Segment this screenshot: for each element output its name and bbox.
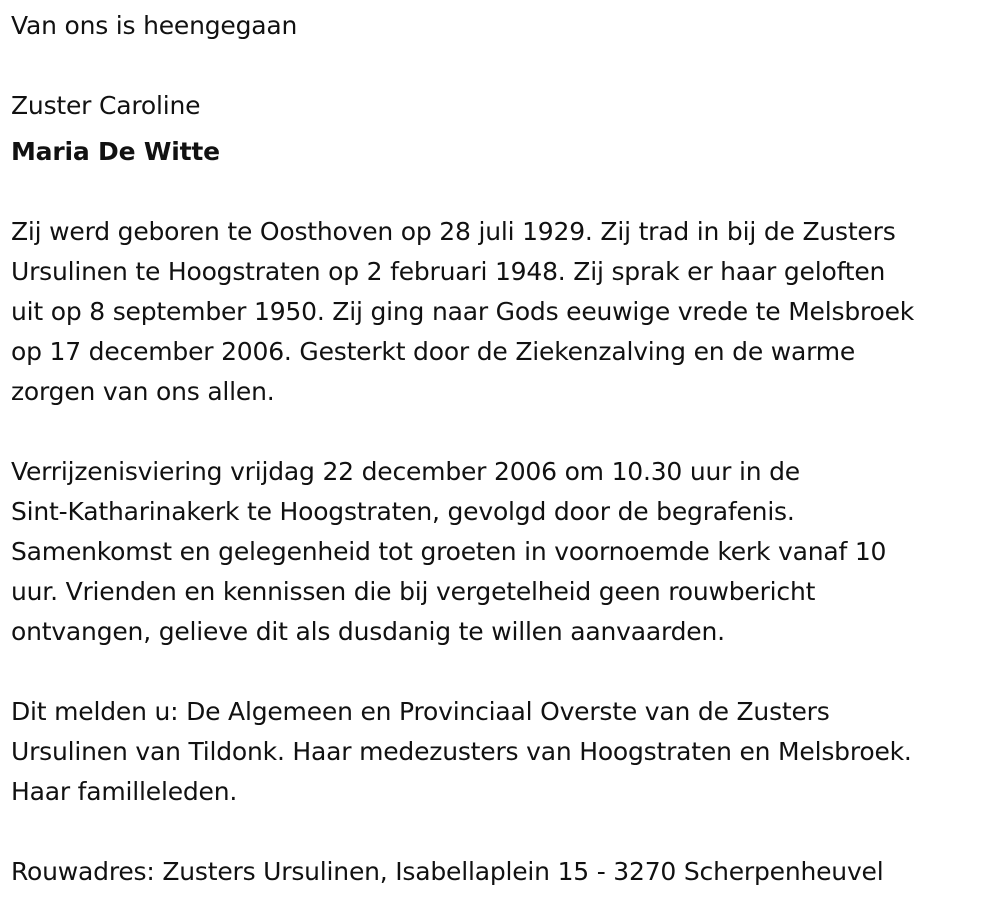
biography-paragraph bbox=[11, 212, 993, 412]
text-line: Rouwadres: Zusters Ursulinen, Isabellaplein 15 - 3270 Scherpenheuvel bbox=[11, 857, 884, 886]
text-line: Haar familleleden. bbox=[11, 777, 238, 806]
text-line: Ursulinen van Tildonk. Haar medezusters van Hoogstraten en Melsbroek. bbox=[11, 737, 912, 766]
text-line: Ursulinen te Hoogstraten op 2 februari 1948. Zij sprak er haar geloften bbox=[11, 257, 886, 286]
text-line: Zij werd geboren te Oosthoven op 28 juli 1929. Zij trad in bij de Zusters bbox=[11, 217, 896, 246]
text-line: Sint-Katharinakerk te Hoogstraten, gevolgd door de begrafenis. bbox=[11, 497, 795, 526]
text-line: zorgen van ons allen. bbox=[11, 377, 275, 406]
intro-line: Van ons is heengegaan bbox=[11, 11, 298, 40]
funeral-paragraph bbox=[11, 452, 993, 652]
announcers-paragraph bbox=[11, 692, 993, 812]
death-notice bbox=[11, 6, 993, 892]
religious-title: Zuster Caroline bbox=[11, 91, 201, 120]
text-line: Samenkomst en gelegenheid tot groeten in voornoemde kerk vanaf 10 bbox=[11, 537, 887, 566]
text-line: Verrijzenisviering vrijdag 22 december 2006 om 10.30 uur in de bbox=[11, 457, 800, 486]
text-line: Dit melden u: De Algemeen en Provinciaal Overste van de Zusters bbox=[11, 697, 830, 726]
text-line: op 17 december 2006. Gesterkt door de Ziekenzalving en de warme bbox=[11, 337, 856, 366]
deceased-name: Maria De Witte bbox=[11, 137, 220, 166]
address-paragraph bbox=[11, 852, 993, 892]
text-line: uit op 8 september 1950. Zij ging naar Gods eeuwige vrede te Melsbroek bbox=[11, 297, 915, 326]
text-line: uur. Vrienden en kennissen die bij vergetelheid geen rouwbericht bbox=[11, 577, 816, 606]
text-line: ontvangen, gelieve dit als dusdanig te willen aanvaarden. bbox=[11, 617, 725, 646]
